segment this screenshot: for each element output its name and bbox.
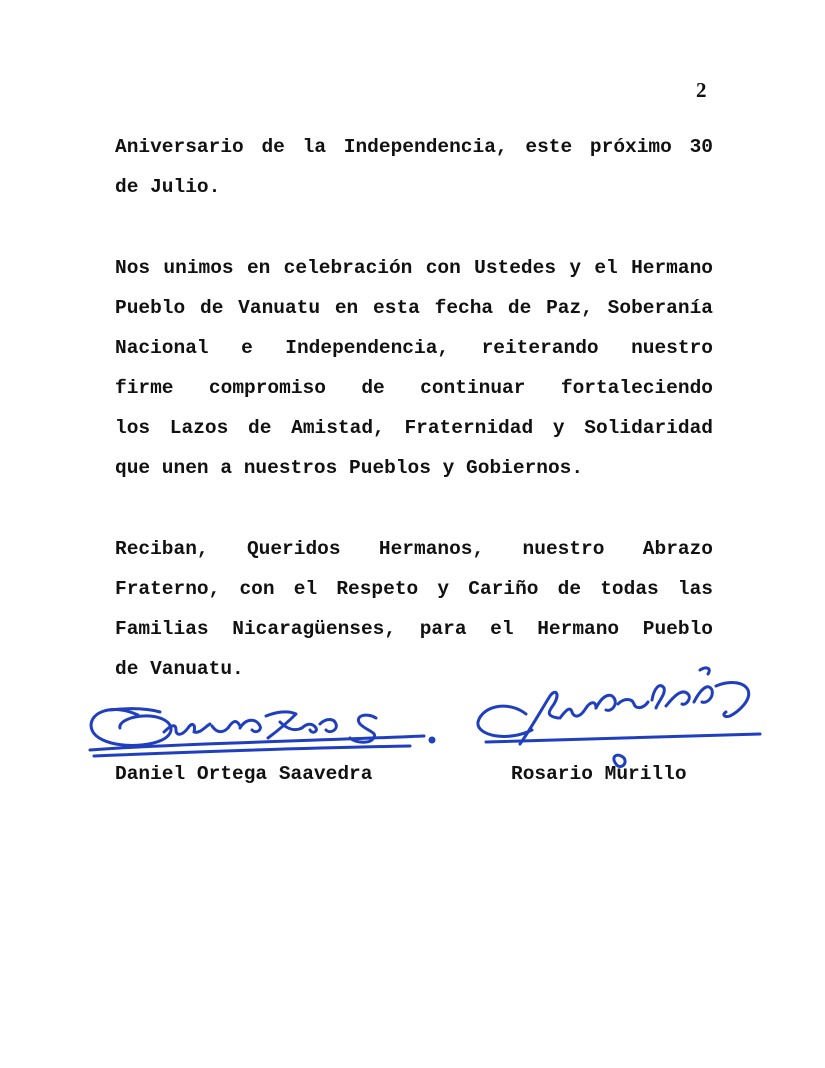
paragraph-line: de Vanuatu. <box>115 658 244 680</box>
paragraph-line: Reciban, Queridos Hermanos, nuestro Abrazo <box>115 538 713 560</box>
paragraph-line: Fraterno, con el Respeto y Cariño de todas las <box>115 578 713 600</box>
paragraph-line: Nos unimos en celebración con Ustedes y el Hermano <box>115 257 713 279</box>
paragraph-2 <box>115 248 713 488</box>
page-number: 2 <box>696 78 707 102</box>
signature-rosario-murillo <box>468 660 768 770</box>
paragraph-line: Aniversario de la Independencia, este próximo 30 <box>115 136 713 158</box>
signatory-name-daniel: Daniel Ortega Saavedra <box>115 763 373 785</box>
paragraph-line: que unen a nuestros Pueblos y Gobiernos. <box>115 457 584 479</box>
signatory-name-rosario: Rosario Murillo <box>511 763 687 785</box>
paragraph-1 <box>115 127 713 207</box>
paragraph-line: Familias Nicaragüenses, para el Hermano Pueblo <box>115 618 713 640</box>
paragraph-line: Pueblo de Vanuatu en esta fecha de Paz, Soberanía <box>115 297 713 319</box>
paragraph-line: Nacional e Independencia, reiterando nuestro <box>115 337 713 359</box>
signature-daniel-ortega <box>80 688 450 768</box>
paragraph-line: los Lazos de Amistad, Fraternidad y Solidaridad <box>115 417 713 439</box>
paragraph-line: de Julio. <box>115 176 221 198</box>
paragraph-line: firme compromiso de continuar fortaleciendo <box>115 377 713 399</box>
